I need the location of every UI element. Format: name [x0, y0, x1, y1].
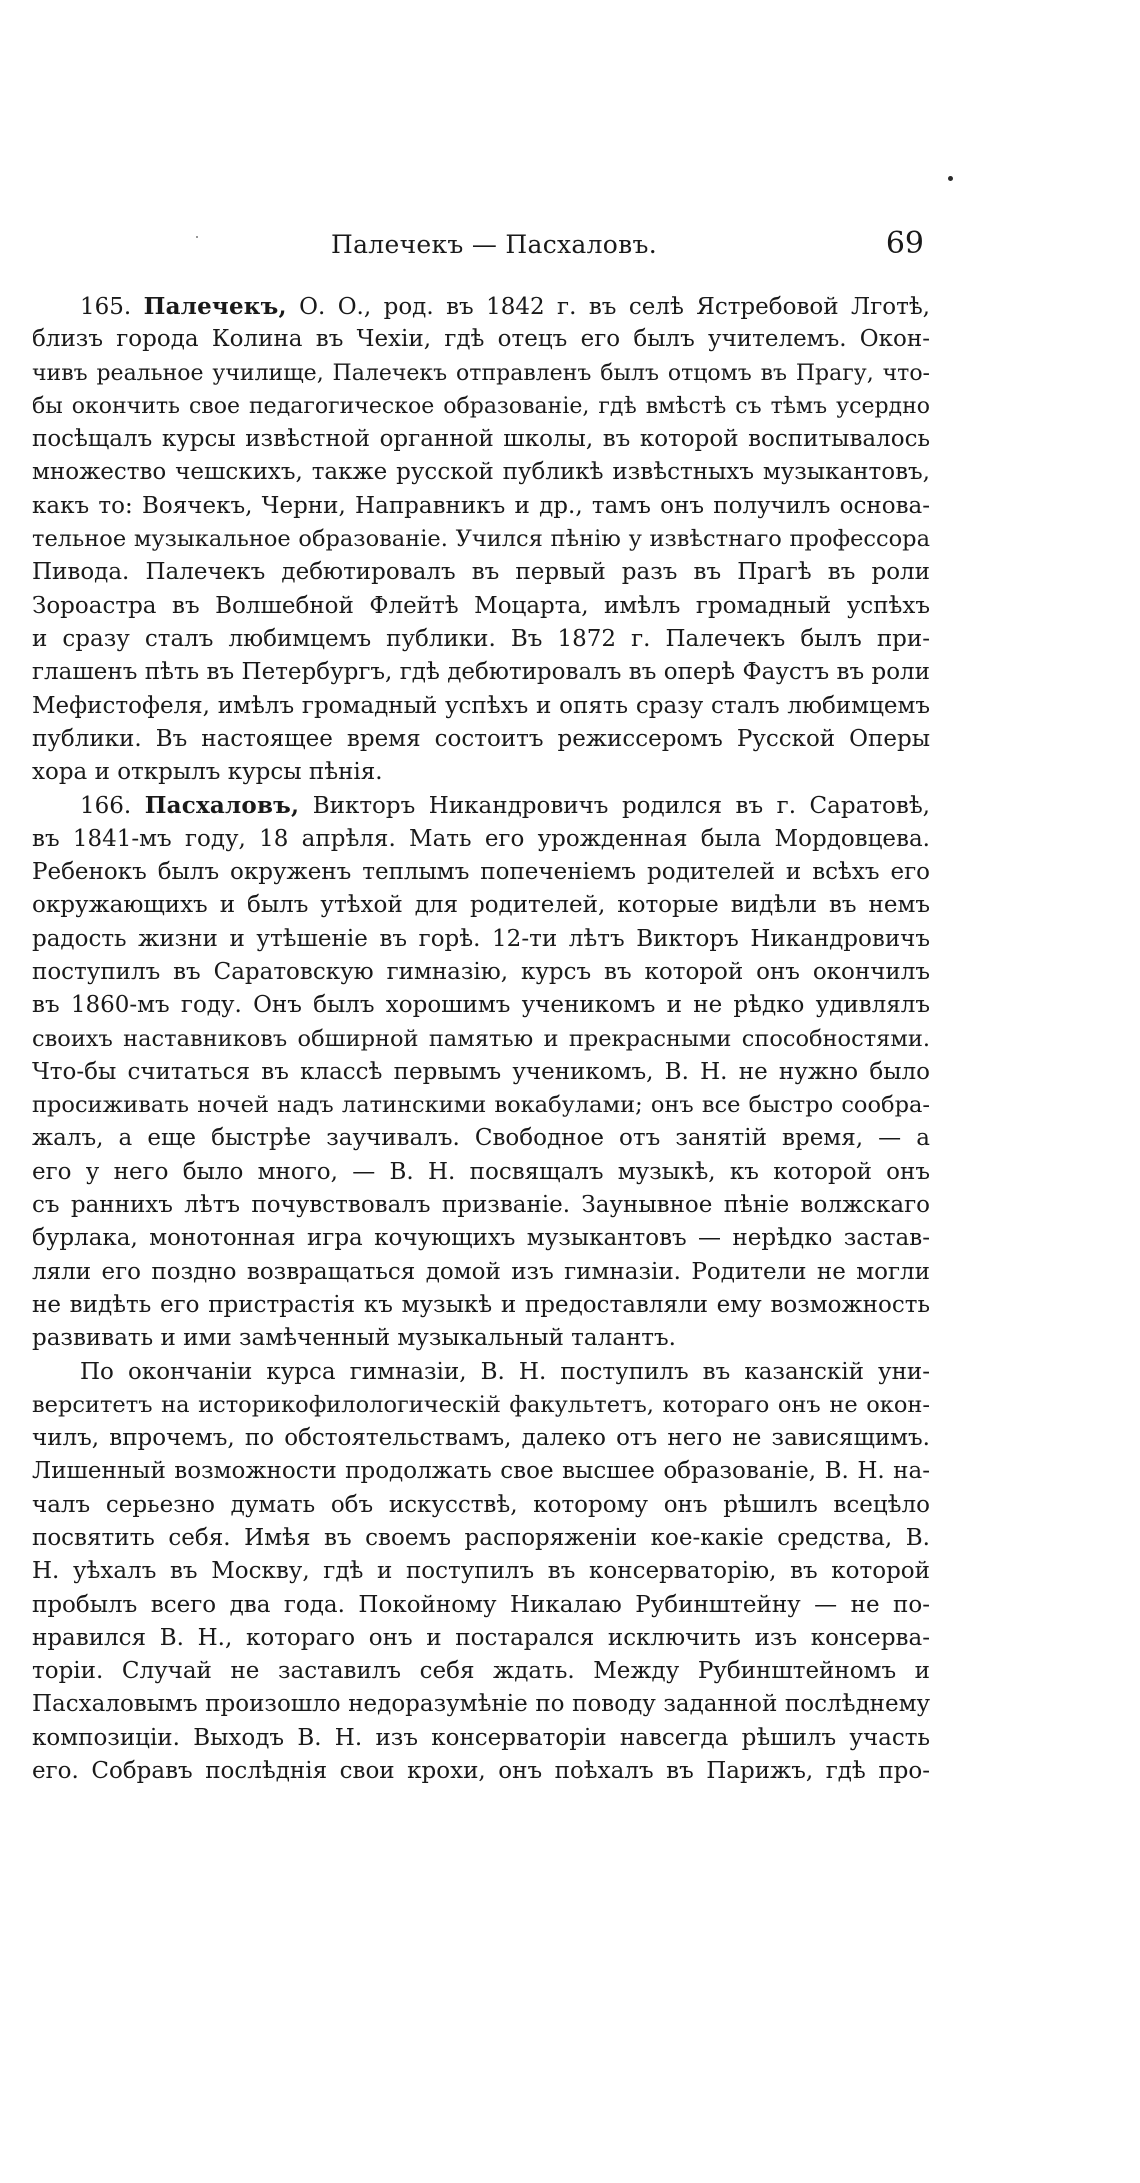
text-line: жалъ, а еще быстрѣе заучивалъ. Свободное отъ занятій время, — а: [32, 1125, 930, 1152]
text-line: поступилъ въ Саратовскую гимназію, курсъ въ которой онъ окончилъ: [32, 958, 930, 985]
page-text: [32, 290, 930, 1788]
text-line: По окончаніи курса гимназіи, В. Н. поступилъ въ казанскій уни-: [80, 1358, 930, 1385]
text-line: глашенъ пѣть въ Петербургъ, гдѣ дебютировалъ въ оперѣ Фаустъ въ роли: [32, 659, 930, 686]
text-line: своихъ наставниковъ обширной памятью и прекрасными способностями.: [32, 1025, 930, 1052]
text-line: близъ города Колина въ Чехіи, гдѣ отецъ его былъ учителемъ. Окон-: [32, 326, 930, 353]
text-line: верситетъ на историкофилологическій факультетъ, котораго онъ не окон-: [32, 1391, 930, 1418]
text-line: Что-бы считаться въ классѣ первымъ ученикомъ, В. Н. не нужно было: [32, 1058, 930, 1085]
text-line: пробылъ всего два года. Покойному Никалаю Рубинштейну — не по-: [32, 1591, 930, 1618]
text-line: окружающихъ и былъ утѣхой для родителей, которые видѣли въ немъ: [32, 892, 930, 919]
text-line: радость жизни и утѣшеніе въ горѣ. 12-ти лѣтъ Викторъ Никандровичъ: [32, 925, 930, 952]
text-line: множество чешскихъ, также русской публикѣ извѣстныхъ музыкантовъ,: [32, 459, 930, 486]
entry-text: Викторъ Никандровичъ родился въ г. Саратовѣ,: [299, 793, 930, 820]
text-line: Ребенокъ былъ окруженъ теплымъ попеченіемъ родителей и всѣхъ его: [32, 859, 930, 886]
text-line: Лишенный возможности продолжать свое высшее образованіе, В. Н. на-: [32, 1458, 930, 1485]
text-line: его. Собравъ послѣднія свои крохи, онъ поѣхалъ въ Парижъ, гдѣ про-: [32, 1758, 930, 1785]
entry-number: 165.: [80, 294, 132, 320]
text-line: не видѣть его пристрастія къ музыкѣ и предоставляли ему возможность: [32, 1291, 930, 1318]
running-title: Палечекъ — Пасхаловъ.: [330, 230, 657, 259]
text-line: хора и открылъ курсы пѣнія.: [32, 759, 383, 786]
text-line: композиціи. Выходъ В. Н. изъ консерваторіи навсегда рѣшилъ участь: [32, 1724, 930, 1751]
text-line: торіи. Случай не заставилъ себя ждать. Между Рубинштейномъ и: [32, 1658, 930, 1685]
text-line: Мефистофеля, имѣлъ громадный успѣхъ и опять сразу сталъ любимцемъ: [32, 692, 930, 719]
text-line: публики. Въ настоящее время состоитъ режиссеромъ Русской Оперы: [32, 725, 930, 752]
text-line: въ 1841-мъ году, 18 апрѣля. Мать его урожденная была Мордовцева.: [32, 825, 930, 852]
text-line: Пасхаловымъ произошло недоразумѣніе по поводу заданной послѣднему: [32, 1691, 930, 1718]
text-line: чилъ, впрочемъ, по обстоятельствамъ, далеко отъ него не зависящимъ.: [32, 1425, 930, 1452]
ink-speck: [948, 176, 953, 181]
text-line: ляли его поздно возвращаться домой изъ гимназіи. Родители не могли: [32, 1258, 930, 1285]
text-line: бурлака, монотонная игра кочующихъ музыкантовъ — нерѣдко застав-: [32, 1225, 930, 1252]
text-line: въ 1860-мъ году. Онъ былъ хорошимъ ученикомъ и не рѣдко удивлялъ: [32, 992, 930, 1019]
text-line: развивать и ими замѣченный музыкальный талантъ.: [32, 1325, 676, 1352]
text-line: посѣщалъ курсы извѣстной органной школы, въ которой воспитывалось: [32, 426, 930, 453]
text-line: Пивода. Палечекъ дебютировалъ въ первый разъ въ Прагѣ въ роли: [32, 559, 930, 586]
text-line: бы окончить свое педагогическое образованіе, гдѣ вмѣстѣ съ тѣмъ усердно: [32, 393, 930, 419]
entry-165-heading-line: [32, 290, 930, 323]
entry-name: Пасхаловъ,: [144, 792, 300, 820]
text-line: и сразу сталъ любимцемъ публики. Въ 1872 г. Палечекъ былъ при-: [32, 625, 930, 652]
text-line: чалъ серьезно думать объ искусствѣ, которому онъ рѣшилъ всецѣло: [32, 1491, 930, 1518]
entry-name: Палечекъ,: [143, 293, 287, 320]
entry-166-heading-line: [32, 789, 930, 822]
entry-text: О. О., род. въ 1842 г. въ селѣ Ястребовой Лготѣ,: [286, 294, 930, 320]
text-line: чивъ реальное училище, Палечекъ отправленъ былъ отцомъ въ Прагу, что-: [32, 360, 930, 386]
text-line: его у него было много, — В. Н. посвящалъ музыкѣ, къ которой онъ: [32, 1158, 930, 1185]
text-line: посвятить себя. Имѣя въ своемъ распоряженіи кое-какіе средства, В.: [32, 1524, 930, 1551]
text-line: тельное музыкальное образованіе. Учился пѣнію у извѣстнаго профессора: [32, 526, 930, 553]
entry-number: 166.: [80, 793, 132, 820]
page-header: [58, 226, 930, 272]
text-line: просиживать ночей надъ латинскими вокабулами; онъ все быстро сообра-: [32, 1092, 930, 1119]
text-line: съ раннихъ лѣтъ почувствовалъ призваніе. Заунывное пѣніе волжскаго: [32, 1192, 930, 1219]
text-line: Зороастра въ Волшебной Флейтѣ Моцарта, имѣлъ громадный успѣхъ: [32, 592, 930, 619]
text-line: какъ то: Воячекъ, Черни, Направникъ и др., тамъ онъ получилъ основа-: [32, 492, 930, 519]
page-number: 69: [885, 226, 924, 261]
text-line: Н. уѣхалъ въ Москву, гдѣ и поступилъ въ консерваторію, въ которой: [32, 1558, 930, 1585]
text-line: нравился В. Н., котораго онъ и постарался исключить изъ консерва-: [32, 1624, 930, 1651]
